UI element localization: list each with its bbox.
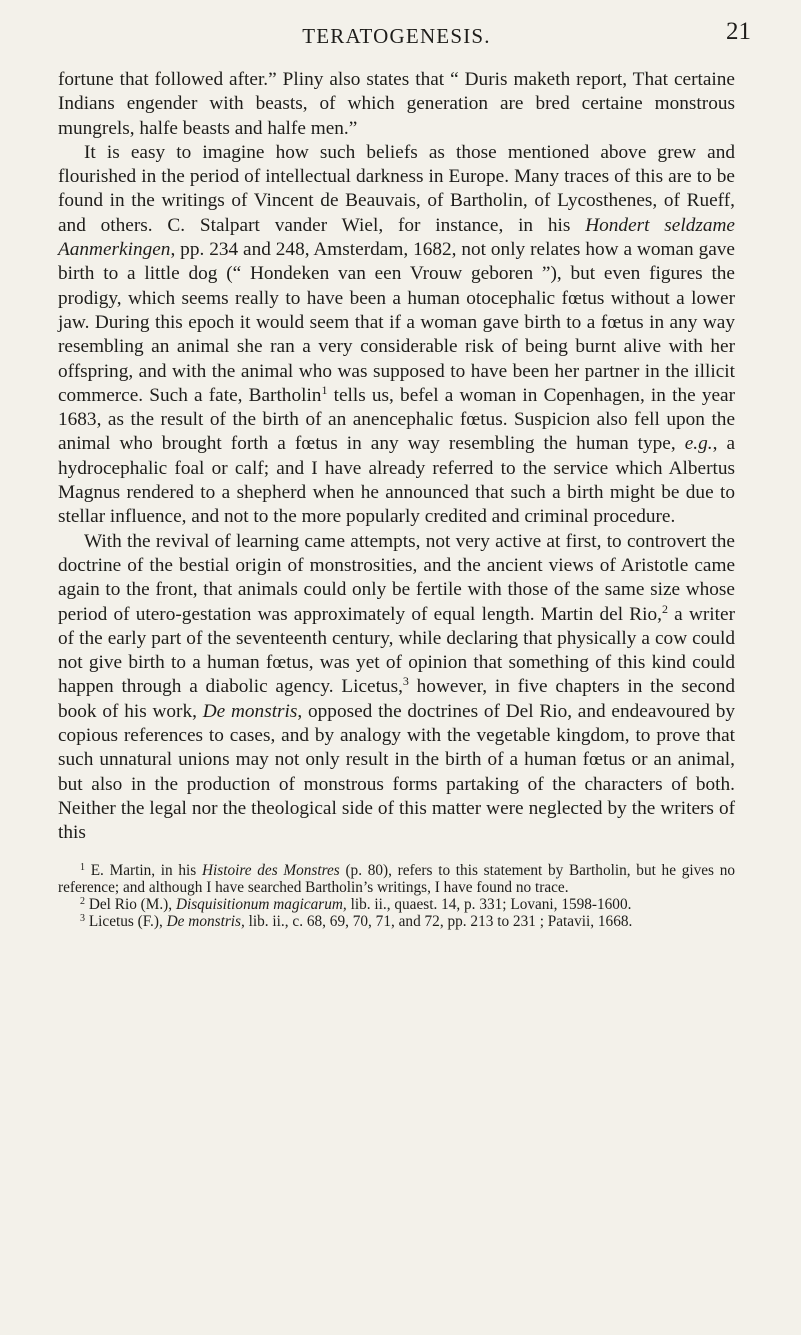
footnote-ref-2: 2 — [661, 601, 668, 616]
footnote-2-text-a: Del Rio (M.), — [85, 895, 176, 913]
paragraph-1-text: fortune that followed after.” Pliny also states that “ Duris maketh report, That certaine Indians engender with beasts, of which generation are bred certaine monstrous mungrels, halfe beasts and halfe men.” — [58, 69, 735, 139]
paragraph-3-text-b: a writer of the early part of the seventeenth century, while declaring that physically a cow could not give birth to a human fœtus, was yet of opinion that something of this kind could happen through a diabolic agency. Licetus, — [58, 603, 735, 698]
footnote-3 — [58, 913, 735, 930]
paragraph-3-text-a: With the revival of learning came attempts, not very active at first, to controvert the doctrine of the bestial origin of monstrosities, and the ancient views of Aristotle came again to the front, that animals could only be fertile with those of the same size whose period of utero-gestation was approximately of equal length. Martin del Rio, — [58, 530, 735, 625]
footnote-3-text-b: lib. ii., c. 68, 69, 70, 71, and 72, pp. 213 to 231 ; Patavii, 1668. — [244, 913, 633, 931]
footnote-2-title: Disquisitionum magicarum, — [175, 895, 347, 913]
footnote-ref-3: 3 — [402, 674, 409, 689]
footnote-ref-1: 1 — [321, 382, 328, 397]
footnote-1 — [58, 862, 735, 896]
paragraph-3-text-d: , opposed the doctrines of Del Rio, and endeavoured by copious references to cases, and by analogy with the vegetable kingdom, to prove that such unnatural unions may not only result in the birth of a human fœtus or an animal, but also in the production of monstrous forms partaking of the characters of both. Neither the legal nor the theological side of this matter were neglected by the writers of this — [58, 700, 735, 844]
footnote-3-number: 3 — [80, 913, 85, 925]
abbrev-eg: e.g. — [684, 433, 713, 455]
paragraph-2-text-a: It is easy to imagine how such beliefs as those mentioned above grew and flourished in the period of intellectual darkness in Europe. Many traces of this are to be found in the writings of Vincent de Beauvais, of Bartholin, of Lycosthenes, of Rueff, and others. C. Stalpart vander Wiel, for instance, in his — [58, 141, 735, 236]
footnote-2 — [58, 896, 735, 913]
paragraph-2-text-b: , pp. 234 and 248, Amsterdam, 1682, not only relates how a woman gave birth to a little dog (“ Hondeken van een Vrouw geboren ”), but even figures the prodigy, which seems really to have been a human otocephalic fœtus without a lower jaw. During this epoch it would seem that if a woman gave birth to a fœtus in any way resembling an animal she ran a very considerable risk of being burnt alive with her offspring, and with the animal who was supposed to have been her partner in the illicit commerce. Such a fate, Bartholin — [58, 239, 735, 406]
footnotes — [58, 862, 735, 931]
paragraph-2 — [58, 141, 735, 530]
paragraph-2-text-c: tells us, befel a woman in Copenhagen, in the year 1683, as the result of the birth of an anencephalic fœtus. Suspicion also fell upon the animal who brought forth a fœtus in any way resembling the human type, — [58, 384, 735, 455]
paragraph-3 — [58, 530, 735, 846]
footnote-1-number: 1 — [80, 861, 85, 873]
running-head — [58, 0, 751, 54]
footnote-1-text-b: (p. 80), refers to this statement by Bartholin, but he gives no reference; and although I have searched Bartholin’s writings, I have found no trace. — [58, 861, 736, 896]
paragraph-1 — [58, 68, 735, 141]
main-text — [58, 68, 735, 846]
book-title-de-monstris: De monstris — [202, 700, 298, 722]
footnote-2-text-b: lib. ii., quaest. 14, p. 331; Lovani, 1598-1600. — [346, 895, 632, 913]
footnote-1-text-a: E. Martin, in his — [85, 861, 202, 879]
running-title: TERATOGENESIS. — [302, 24, 491, 48]
footnote-3-text-a: Licetus (F.), — [85, 913, 167, 931]
book-title-hondert: Hondert seldzame Aanmerkingen — [58, 214, 735, 261]
page-number: 21 — [726, 18, 751, 45]
footnote-1-title: Histoire des Monstres — [201, 861, 340, 879]
footnote-3-title: De monstris, — [166, 913, 245, 931]
paragraph-2-text-d: , a hydrocephalic foal or calf; and I have already referred to the service which Albertus Magnus rendered to a shepherd when he announced that such a birth might be due to stellar influence, and not to the more popularly credited and criminal procedure. — [58, 433, 735, 528]
footnote-2-number: 2 — [80, 895, 85, 907]
paragraph-3-text-c: however, in five chapters in the second book of his work, — [58, 676, 735, 722]
